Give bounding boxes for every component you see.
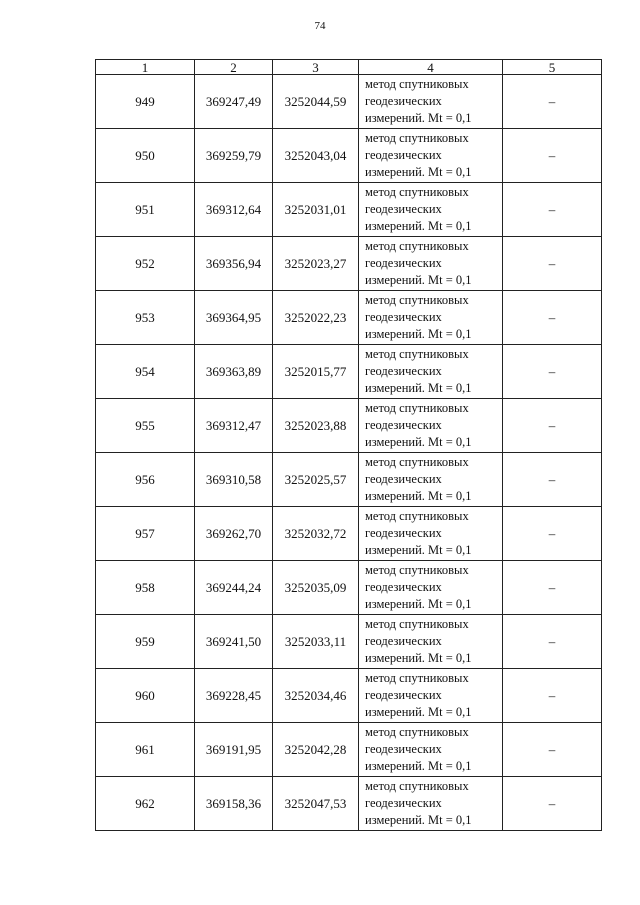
method-line: геодезических	[365, 310, 442, 324]
y-coordinate-cell: 3252044,59	[273, 75, 359, 129]
y-coordinate-cell: 3252025,57	[273, 453, 359, 507]
table-header-row	[96, 60, 602, 75]
y-coordinate-cell: 3252033,11	[273, 615, 359, 669]
x-coordinate-cell: 369310,58	[195, 453, 273, 507]
method-line: геодезических	[365, 796, 442, 810]
x-coordinate-cell: 369244,24	[195, 561, 273, 615]
method-line: геодезических	[365, 94, 442, 108]
point-number-cell: 951	[96, 183, 195, 237]
method-line: измерений. Mt = 0,1	[365, 489, 472, 503]
method-line: измерений. Mt = 0,1	[365, 705, 472, 719]
note-cell: –	[503, 615, 602, 669]
table-row	[96, 507, 602, 561]
method-line: метод спутниковых	[365, 725, 469, 739]
method-line: геодезических	[365, 364, 442, 378]
method-line: геодезических	[365, 256, 442, 270]
method-cell	[359, 723, 503, 777]
method-line: геодезических	[365, 418, 442, 432]
y-coordinate-cell: 3252022,23	[273, 291, 359, 345]
table-row	[96, 777, 602, 831]
point-number-cell: 955	[96, 399, 195, 453]
method-cell	[359, 75, 503, 129]
point-number-cell: 954	[96, 345, 195, 399]
header-col-4: 4	[359, 60, 503, 75]
y-coordinate-cell: 3252031,01	[273, 183, 359, 237]
method-cell	[359, 777, 503, 831]
point-number-cell: 960	[96, 669, 195, 723]
x-coordinate-cell: 369356,94	[195, 237, 273, 291]
method-line: геодезических	[365, 472, 442, 486]
note-cell: –	[503, 129, 602, 183]
page-number: 74	[314, 20, 326, 32]
method-cell	[359, 453, 503, 507]
method-line: измерений. Mt = 0,1	[365, 543, 472, 557]
method-line: измерений. Mt = 0,1	[365, 165, 472, 179]
method-line: измерений. Mt = 0,1	[365, 759, 472, 773]
x-coordinate-cell: 369158,36	[195, 777, 273, 831]
point-number-cell: 956	[96, 453, 195, 507]
table-row	[96, 399, 602, 453]
method-line: измерений. Mt = 0,1	[365, 381, 472, 395]
method-cell	[359, 345, 503, 399]
method-line: измерений. Mt = 0,1	[365, 327, 472, 341]
note-cell: –	[503, 669, 602, 723]
method-cell	[359, 669, 503, 723]
x-coordinate-cell: 369228,45	[195, 669, 273, 723]
method-cell	[359, 399, 503, 453]
method-line: метод спутниковых	[365, 509, 469, 523]
y-coordinate-cell: 3252023,88	[273, 399, 359, 453]
method-line: метод спутниковых	[365, 671, 469, 685]
method-line: метод спутниковых	[365, 185, 469, 199]
table-row	[96, 183, 602, 237]
table-body	[96, 75, 602, 831]
method-line: измерений. Mt = 0,1	[365, 111, 472, 125]
method-line: метод спутниковых	[365, 347, 469, 361]
x-coordinate-cell: 369364,95	[195, 291, 273, 345]
point-number-cell: 957	[96, 507, 195, 561]
method-line: измерений. Mt = 0,1	[365, 219, 472, 233]
method-line: геодезических	[365, 634, 442, 648]
method-line: метод спутниковых	[365, 131, 469, 145]
method-line: измерений. Mt = 0,1	[365, 813, 472, 827]
y-coordinate-cell: 3252043,04	[273, 129, 359, 183]
method-line: измерений. Mt = 0,1	[365, 435, 472, 449]
table-row	[96, 453, 602, 507]
note-cell: –	[503, 777, 602, 831]
header-col-2: 2	[195, 60, 273, 75]
point-number-cell: 952	[96, 237, 195, 291]
method-cell	[359, 129, 503, 183]
method-line: геодезических	[365, 580, 442, 594]
note-cell: –	[503, 291, 602, 345]
method-line: измерений. Mt = 0,1	[365, 651, 472, 665]
table-row	[96, 561, 602, 615]
x-coordinate-cell: 369191,95	[195, 723, 273, 777]
table-row	[96, 75, 602, 129]
method-line: метод спутниковых	[365, 455, 469, 469]
point-number-cell: 953	[96, 291, 195, 345]
x-coordinate-cell: 369247,49	[195, 75, 273, 129]
y-coordinate-cell: 3252047,53	[273, 777, 359, 831]
point-number-cell: 959	[96, 615, 195, 669]
method-cell	[359, 615, 503, 669]
y-coordinate-cell: 3252035,09	[273, 561, 359, 615]
x-coordinate-cell: 369312,64	[195, 183, 273, 237]
method-line: геодезических	[365, 742, 442, 756]
x-coordinate-cell: 369312,47	[195, 399, 273, 453]
method-line: измерений. Mt = 0,1	[365, 273, 472, 287]
note-cell: –	[503, 723, 602, 777]
point-number-cell: 949	[96, 75, 195, 129]
method-line: метод спутниковых	[365, 617, 469, 631]
table-row	[96, 237, 602, 291]
method-cell	[359, 237, 503, 291]
table-row	[96, 129, 602, 183]
method-cell	[359, 291, 503, 345]
method-line: геодезических	[365, 148, 442, 162]
method-line: геодезических	[365, 526, 442, 540]
method-line: метод спутниковых	[365, 239, 469, 253]
method-line: метод спутниковых	[365, 401, 469, 415]
point-number-cell: 962	[96, 777, 195, 831]
header-col-5: 5	[503, 60, 602, 75]
method-line: метод спутниковых	[365, 77, 469, 91]
y-coordinate-cell: 3252034,46	[273, 669, 359, 723]
note-cell: –	[503, 399, 602, 453]
method-line: метод спутниковых	[365, 563, 469, 577]
method-line: геодезических	[365, 688, 442, 702]
x-coordinate-cell: 369363,89	[195, 345, 273, 399]
point-number-cell: 961	[96, 723, 195, 777]
y-coordinate-cell: 3252015,77	[273, 345, 359, 399]
point-number-cell: 958	[96, 561, 195, 615]
table-row	[96, 291, 602, 345]
x-coordinate-cell: 369259,79	[195, 129, 273, 183]
table-row	[96, 615, 602, 669]
method-line: метод спутниковых	[365, 293, 469, 307]
table-row	[96, 345, 602, 399]
note-cell: –	[503, 507, 602, 561]
note-cell: –	[503, 345, 602, 399]
table-row	[96, 723, 602, 777]
method-line: измерений. Mt = 0,1	[365, 597, 472, 611]
point-number-cell: 950	[96, 129, 195, 183]
table-row	[96, 669, 602, 723]
header-col-3: 3	[273, 60, 359, 75]
note-cell: –	[503, 183, 602, 237]
note-cell: –	[503, 453, 602, 507]
method-line: геодезических	[365, 202, 442, 216]
note-cell: –	[503, 237, 602, 291]
method-line: метод спутниковых	[365, 779, 469, 793]
method-cell	[359, 183, 503, 237]
note-cell: –	[503, 561, 602, 615]
method-cell	[359, 507, 503, 561]
coordinates-table	[95, 59, 602, 831]
y-coordinate-cell: 3252032,72	[273, 507, 359, 561]
y-coordinate-cell: 3252042,28	[273, 723, 359, 777]
method-cell	[359, 561, 503, 615]
x-coordinate-cell: 369241,50	[195, 615, 273, 669]
y-coordinate-cell: 3252023,27	[273, 237, 359, 291]
header-col-1: 1	[96, 60, 195, 75]
x-coordinate-cell: 369262,70	[195, 507, 273, 561]
note-cell: –	[503, 75, 602, 129]
